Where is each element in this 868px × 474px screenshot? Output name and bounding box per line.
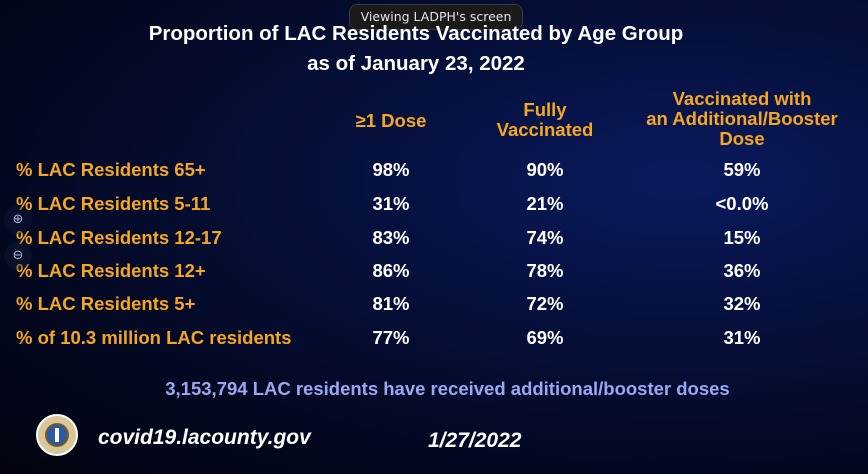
cell-fully: 74%	[526, 227, 564, 248]
row-label: % LAC Residents 12-17	[16, 227, 222, 248]
cell-dose1: 86%	[372, 260, 410, 281]
row-label: % LAC Residents 65+	[16, 159, 206, 180]
cell-fully: 72%	[526, 293, 564, 314]
slide-date: 1/27/2022	[428, 429, 522, 452]
seal-center	[45, 423, 69, 447]
website-url: covid19.lacounty.gov	[98, 426, 311, 449]
cell-booster: <0.0%	[715, 193, 769, 214]
col-header-booster-line2: an Additional/Booster	[646, 108, 838, 129]
cell-booster: 31%	[723, 327, 761, 348]
cell-fully: 21%	[526, 193, 564, 214]
col-header-fully-line1: Fully	[523, 99, 567, 120]
la-county-seal	[36, 414, 78, 456]
cell-dose1: 98%	[372, 159, 410, 180]
cell-booster: 32%	[723, 293, 761, 314]
row-label: % LAC Residents 12+	[16, 260, 206, 281]
cell-booster: 15%	[723, 227, 761, 248]
row-label: % of 10.3 million LAC residents	[16, 327, 292, 348]
col-header-fully-line2: Vaccinated	[496, 119, 594, 140]
row-label: % LAC Residents 5+	[16, 293, 196, 314]
cell-fully: 90%	[526, 159, 564, 180]
cell-dose1: 77%	[372, 327, 410, 348]
cell-dose1: 81%	[372, 293, 410, 314]
cell-booster: 36%	[723, 260, 761, 281]
col-header-booster	[617, 89, 867, 149]
zoom-out-icon[interactable]: ⊖	[4, 242, 32, 270]
booster-total-note: 3,153,794 LAC residents have received additional/booster doses	[165, 378, 730, 399]
col-header-fully	[465, 100, 625, 140]
cell-dose1: 83%	[372, 227, 410, 248]
zoom-in-icon[interactable]: ⊕	[4, 206, 32, 234]
row-label: % LAC Residents 5-11	[16, 193, 211, 214]
col-header-booster-line1: Vaccinated with	[672, 88, 812, 109]
cell-dose1: 31%	[372, 193, 410, 214]
cell-booster: 59%	[723, 159, 761, 180]
screen-share-banner[interactable]: Viewing LADPH's screen	[349, 4, 523, 30]
col-header-booster-line3: Dose	[719, 128, 765, 149]
col-header-dose1: ≥1 Dose	[355, 110, 427, 131]
slide-subtitle: as of January 23, 2022	[307, 52, 525, 75]
cell-fully: 78%	[526, 260, 564, 281]
cell-fully: 69%	[526, 327, 564, 348]
slide-title: Proportion of LAC Residents Vaccinated by Age Group	[148, 22, 684, 45]
